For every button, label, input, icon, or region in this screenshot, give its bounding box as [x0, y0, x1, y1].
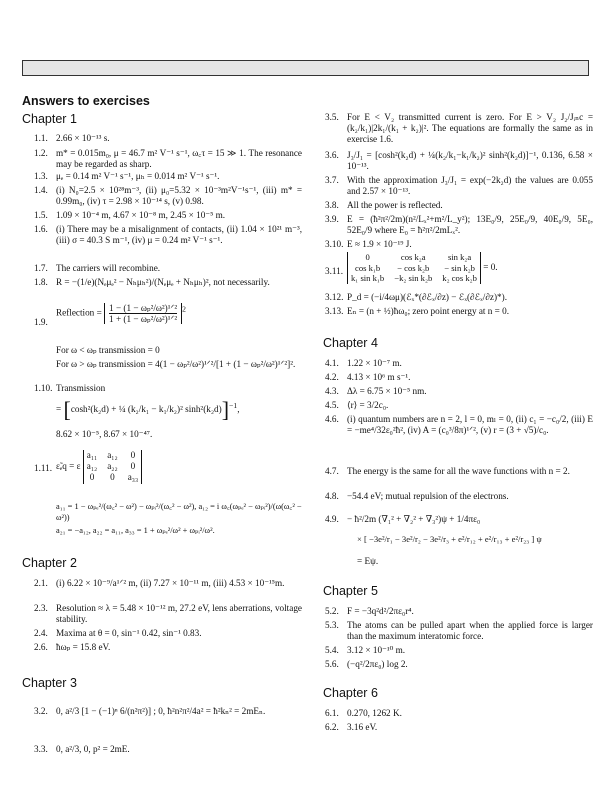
chapter-5-answers: 5.2. F = −3q²d²/2πε₀r⁴. 5.3. The atoms can be pulled apart when the applied force is larger than the maximum interatomic force. 5.4. 3.12 × 10⁻¹⁰ m. 5.6. (−q²/2πε₀) log 2. [325, 606, 593, 669]
matrix-cell: a₁₂ [86, 461, 98, 472]
left-column: 1.1. 2.66 × 10⁻¹³ s. 1.2. m* = 0.015m₀, μ = 46.7 m² V⁻¹ s⁻¹, ω꜀τ = 15 ≫ 1. The resonance may be regarded as sharp. 1.3. μₑ = 0.14 m² V⁻¹ s⁻¹, μₕ = 0.014 m² V⁻¹ s⁻¹. 1.4. (i) N₀=2.5 × 10²⁸m⁻³, (ii) μ₀=5.32 × 10⁻³m²V⁻¹s⁻¹, (iii) m* = 0.99m₀, (iv) τ = 2.98 × 10⁻¹⁴ s, (v) 0.98. 1.5. 1.09 × 10⁻⁴ m, 4.67 × 10⁻⁸ m, 2.45 × 10⁻⁵ m. 1.6. (i) There may be a misalignment of contacts, (ii) 1.04 × 10²¹ m⁻³, (iii) σ = 40.3 S m⁻¹, (iv) μ = 0.24 m² V⁻¹ s⁻¹. 1.7. The carriers will recombine. 1.8. R = −(1/e)(Nₑμₑ² − Nₕμₕ²)/(Nₑμₑ + Nₕμₕ)², not necessarily. 1.9. Reflection = $\frac{\text{1 − (1 − ωₚ²/ω²)¹ᐟ²}}{\text{1 + (1 − ωₚ²/ω²)¹ᐟ²}}$ $^2$ For ω < ωₚ transmission = 0 For ω > ωₚ transmission = 4(1 − ωₚ²/ω²)¹ᐟ²/[1 + (1 − ωₚ²/ω²)¹ᐟ²]². 1.10. Transmission = [cosh²(k₂d) + ¼ (k₂/k₁ − k₁/k₂)² sinh²(k₂d)]$^{-1}$, 8.62 × 10⁻⁵, 8.67 × 10⁻⁴⁷. 1.11. ε̃ₑq = ε a₁₁ a₁₂ 0 a₁₂ a₂₂ 0 0 0 a₃₃ a₁₁ = 1 − ωₚₑ²/(ω꜀² − ω²) − ωₚᵢ²/(ω꜀² − ω²), a₁₂ = i ω꜀(ωₚₑ² − ωₚᵢ²)/(ω(ω꜀² − ω²)) a₂₁ = −a₁₂, a₂₂ = a₁₁, a₃₃ = 1 + ωₚₑ²/ω² + ωₚᵢ²/ω². [22, 133, 302, 803]
matrix-cell: k₂ cos k₂b [442, 273, 477, 283]
determinant-matrix [347, 252, 481, 284]
chapter-4-heading: Chapter 4 [323, 336, 378, 350]
matrix-cell: sin k₂a [447, 252, 472, 262]
right-column: 3.5. For E < V₂ transmitted current is zero. For E > V₂ J₂/Jᵢₙc = (k₂/k₁)|2k₁/(k₁ + k₂)|². The equations are formally the same as in exercise 1.6. 3.6. J₃/J₁ = [cosh²(k₂d) + ¼(k₂/k₁−k₁/k₂)² sinh²(k₂d)]⁻¹, 0.136, 6.58 × 10⁻¹³. 3.7. With the approximation J₃/J₁ = exp(−2k₂d) the values are 0.055 and 2.57 × 10⁻¹³. 3.8. All the power is reflected. 3.9. E = (ħ²π²/2m)(n²/Lₓ²+m²/L_y²); 13E₀/9, 25E₀/9, 40E₀/9, 5E₀, 52E₀/9 where E₀ = ħ²π²/2mLₓ². 3.10. E ≈ 1.9 × 10⁻¹⁹ J. 3.11. 0 cos k₂a sin k₂a cos k₁b − cos k₂b − sin k₂b k₁ sin k₁b −k₂ sin k₂b k₂ cos k₂b = 0. 3.12. P_d = (−i/4ωμ)(ℰₓ*(∂ℰₓ/∂z) − ℰₓ(∂ℰₓ/∂z)*). 3.13. Eₙ = (n + ½)ħω₀; zero point energy at n = 0. [313, 112, 593, 802]
matrix-cell: 0 [130, 450, 136, 460]
answer-1-11: 1.11. ε̃ₑq = ε a₁₁ a₁₂ 0 a₁₂ a₂₂ 0 0 0 a₃₃ [22, 446, 302, 492]
matrix-cell: 0 [365, 252, 370, 262]
reflection-fraction: $\frac{\text{1 − (1 − ωₚ²/ω²)¹ᐟ²}}{\text{1 + (1 − ωₚ²/ω²)¹ᐟ²}}$ [104, 303, 182, 324]
matrix-cell: a₃₃ [127, 472, 139, 483]
chapter-2-answers: 2.1. (i) 6.22 × 10⁻⁹/a¹ᐟ² m, (ii) 7.27 × 10⁻¹¹ m, (iii) 4.53 × 10⁻¹⁵m. 2.3. Resolution ≈ λ = 5.48 × 10⁻¹² m, 27.2 eV, lens aberrations, voltage stability. 2.4. Maxima at θ = 0, sin⁻¹ 0.42, sin⁻¹ 0.83. 2.6. ħωₚ = 15.8 eV. [34, 578, 302, 652]
matrix-cell: 0 [110, 472, 115, 483]
chapter-4-answers: 4.1. 1.22 × 10⁻⁷ m. 4.2. 4.13 × 10⁶ m s⁻¹. 4.3. Δλ = 6.75 × 10⁻⁵ nm. 4.5. ⟨r⟩ = 3/2c₀. 4.6. (i) quantum numbers are n = 2, l = 0, mₗ = 0, (ii) c₁ = −c₀/2, (iii) E = −me⁴/32ε₀²ħ², (iv) A = (c₀³/8π)¹ᐟ², (v) r = (3 + √5)/c₀. 4.7. The energy is the same for all the wave functions with n = 2. 4.8. −54.4 eV; mutual repulsion of the electrons. 4.9. − ħ²/2m (∇₁² + ∇₂² + ∇₃²)ψ + 1/4πε₀ × [ −3e²/r₁ − 3e²/r₂ − 3e²/r₃ + e²/r₁₂ + e²/r₁₃ + e²/r₂₃ ] ψ = Eψ. [325, 358, 593, 566]
matrix-cell: 0 [89, 472, 95, 483]
chapter-3-heading: Chapter 3 [22, 676, 77, 690]
matrix-cell: cos k₁b [355, 262, 381, 273]
permittivity-matrix [83, 450, 142, 484]
matrix-cell: a₁₂ [107, 450, 118, 460]
matrix-cell: − sin k₂b [444, 262, 475, 273]
chapter-1-heading: Chapter 1 [22, 112, 77, 126]
matrix-cell: k₁ sin k₁b [351, 273, 385, 283]
chapter-3-answers-left: 3.2. 0, a²/3 [1 − (−1)ⁿ 6/(n²π²)] ; 0, ħ²n²π²/4a² = ħ²kₙ² = 2mEₙ. 3.3. 0, a²/3, 0, p² = 2mE. [34, 706, 266, 754]
matrix-cell: cos k₂a [400, 252, 426, 262]
header-bar [22, 60, 589, 76]
answer-3-11: 3.11. 0 cos k₂a sin k₂a cos k₁b − cos k₂b − sin k₂b k₁ sin k₁b −k₂ sin k₂b k₂ cos k₂b = 0. [325, 252, 498, 283]
chapter-2-heading: Chapter 2 [22, 556, 77, 570]
chapter-6-heading: Chapter 6 [323, 686, 378, 700]
matrix-cell: a₁₁ [86, 450, 98, 460]
matrix-cell: −k₂ sin k₂b [394, 273, 433, 283]
page-title: Answers to exercises [22, 94, 150, 108]
matrix-cell: − cos k₂b [397, 262, 430, 273]
matrix-cell: 0 [130, 461, 136, 472]
chapter-6-answers: 6.1. 0.270, 1262 K. 6.2. 3.16 eV. [325, 708, 402, 732]
chapter-5-heading: Chapter 5 [323, 584, 378, 598]
matrix-cell: a₂₂ [107, 461, 118, 472]
answer-1-9: 1.9. Reflection = $\frac{\text{1 − (1 − ωₚ²/ω²)¹ᐟ²}}{\text{1 + (1 − ωₚ²/ω²)¹ᐟ²}}$ $^2$ [34, 303, 186, 327]
